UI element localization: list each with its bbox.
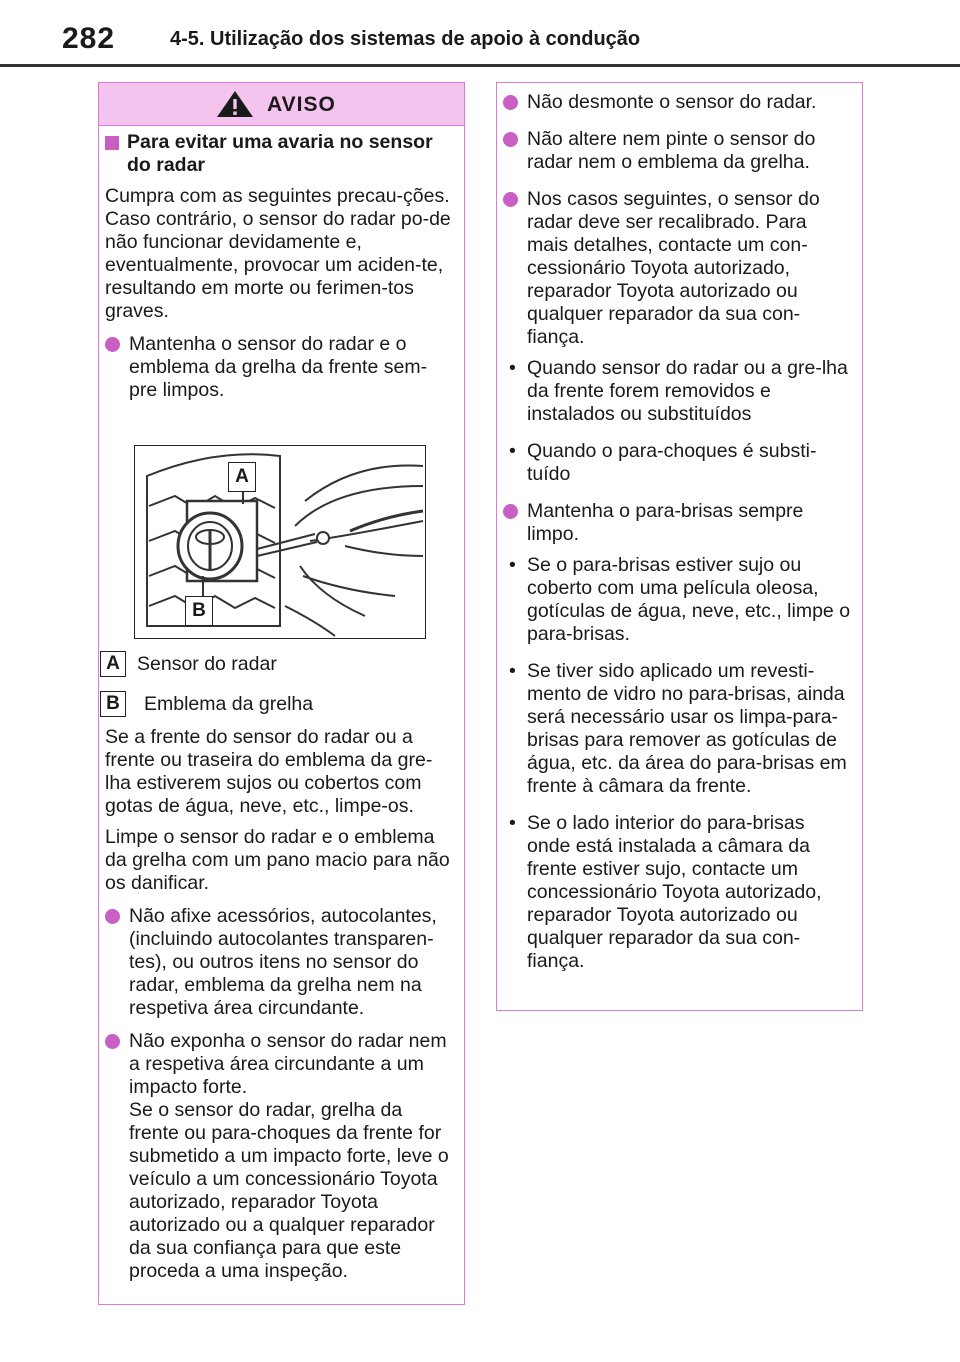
round-bullet-icon [503,132,518,147]
right-bullet-1: Não desmonte o sensor do radar. [503,91,852,114]
round-bullet-icon [503,95,518,110]
right-sub-1: • Quando sensor do radar ou a gre-lha da frente forem removidos e instalados ou substituídos [509,357,848,425]
legend-text-a: Sensor do radar [137,653,277,675]
warning-content-top [105,131,454,402]
legend-text-b: Emblema da grelha [144,693,314,715]
round-bullet-icon [105,909,120,924]
section-title: 4-5. Utilização dos sistemas de apoio à condução [170,28,641,50]
warning-paragraph-1: Se a frente do sensor do radar ou a frente ou traseira do emblema da gre-lha estiverem sujos ou cobertos com gotas de água, neve, etc., limpe-os. [105,726,433,817]
round-bullet-icon [503,504,518,519]
legend-key-a: A [100,651,126,677]
warning-bullet-3: Não exponha o sensor do radar nem a respetiva área circundante a um impacto forte. Se o sensor do radar, grelha da frente ou para-choques da frente for submetido a um impacto forte, leve o veículo a um concessionário Toyota autorizado, reparador Toyota autorizado ou a qualquer reparador da sua confiança para que este proceda a uma inspeção. [105,1030,454,1283]
intro-line-1: Cumpra com as seguintes precau-ções. [105,185,450,207]
page-header [0,0,960,70]
right-bullet-4: Mantenha o para-brisas sempre limpo. [503,500,852,546]
warning-title: AVISO [267,93,336,116]
warning-heading: Para evitar uma avaria no sensor do radar [105,131,454,177]
warning-bullet-2: Não afixe acessórios, autocolantes, (incluindo autocolantes transparen-tes), ou outros itens no sensor do radar, emblema da grelha nem na respetiva área circundante. [105,905,454,1020]
warning-triangle-icon [215,89,255,119]
legend-key-b: B [100,691,126,717]
right-sub-5: • Se o lado interior do para-brisas onde está instalada a câmara da frente estiver sujo, contacte um concessionário Toyota autorizado, reparador Toyota autorizado ou qualquer reparador da sua con-fiança. [509,812,822,972]
round-bullet-icon [105,337,120,352]
right-sub-4: • Se tiver sido aplicado um revesti-mento de vidro no para-brisas, ainda será necessário usar os limpa-para-brisas para remover as gotículas de água, etc. da área do para-brisas em frente à câmara da frente. [509,660,847,797]
square-bullet-icon [105,136,119,150]
right-bullet-2: Não altere nem pinte o sensor do radar nem o emblema da grelha. [503,128,852,174]
warning-box-continued [496,82,863,1011]
right-bullet-3: Nos casos seguintes, o sensor do radar deve ser recalibrado. Para mais detalhes, contacte um con-cessionário Toyota autorizado, reparador Toyota autorizado ou qualquer reparador da sua con-fiança. [503,188,852,349]
warning-paragraph-2: Limpe o sensor do radar e o emblema da grelha com um pano macio para não os danificar. [105,826,450,894]
radar-sensor-figure [134,445,426,639]
round-bullet-icon [105,1034,120,1049]
intro-line-2: Caso contrário, o sensor do radar po-de não funcionar devidamente e, eventualmente, provocar um aciden-te, resultando em morte ou ferimen-tos graves. [105,208,451,322]
header-divider [0,64,960,67]
right-sub-2: • Quando o para-choques é substi-tuído [509,440,817,485]
grille-illustration [135,446,424,637]
warning-title-bar [99,83,464,126]
page-number: 282 [62,22,116,55]
warning-bullet-1: Mantenha o sensor do radar e o emblema da grelha da frente sem-pre limpos. [105,333,454,402]
right-content [503,91,852,973]
right-sub-3: • Se o para-brisas estiver sujo ou coberto com uma película oleosa, gotículas de água, neve, etc., limpe o para-brisas. [509,554,851,645]
figure-label-b: B [185,596,213,626]
figure-label-a: A [228,462,256,492]
warning-content-bottom [105,726,454,1283]
round-bullet-icon [503,192,518,207]
